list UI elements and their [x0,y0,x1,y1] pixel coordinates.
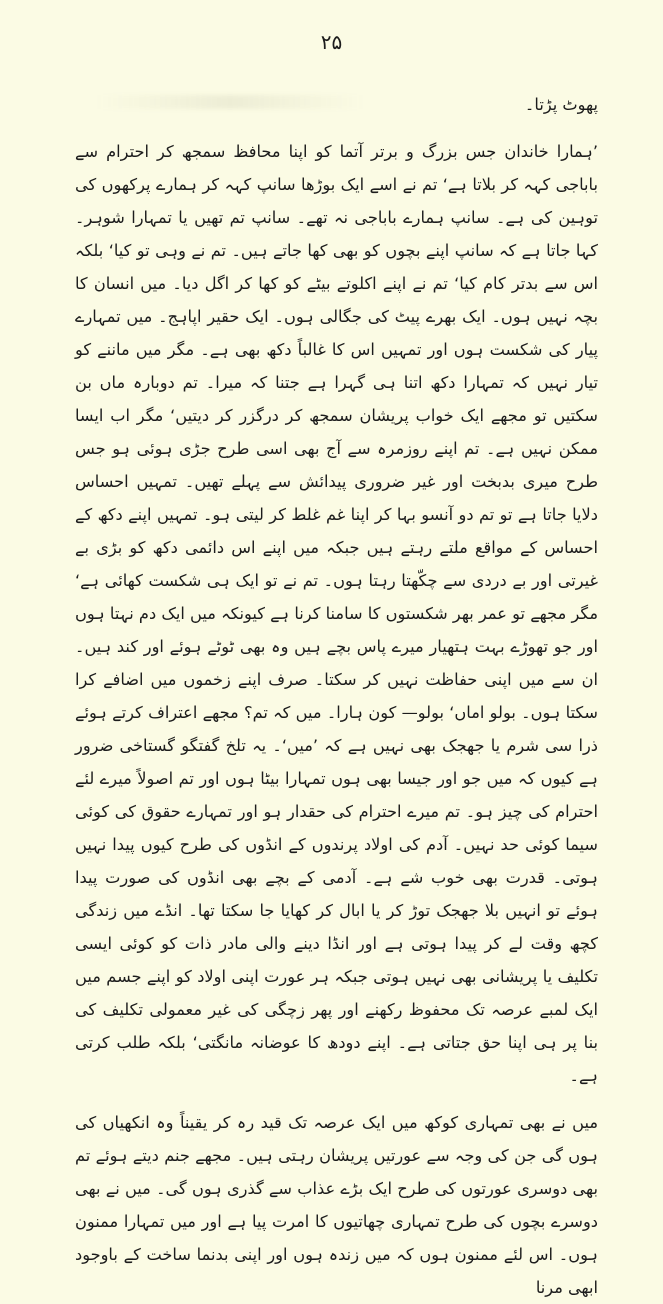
paragraph-closing: میں نے بھی تمہاری کوکھ میں ایک عرصہ تک قید رہ کر یقیناً وہ انکھیاں کی ہوں گی جن کی وجہ سے عورتیں پریشان رہتی ہیں۔ مجھے جنم دیتے ہوئے تم بھی دوسری عورتوں کی طرح ایک بڑے عذاب سے گذری ہوں گی۔ میں نے بھی دوسرے بچوں کی طرح تمہاری چھاتیوں کا امرت پیا ہے اور میں تمہارا ممنون ہوں۔ اس لئے ممنون ہوں کہ میں زندہ ہوں اور اپنی بدنما ساخت کے باوجود ابھی مرنا [75,1113,598,1297]
page-body [75,88,598,1304]
page-number: ۲۵ [320,30,343,54]
paragraph-main: ’ہمارا خاندان جس بزرگ و برتر آتما کو اپنا محافظ سمجھ کر احترام سے باباجی کہہ کر بلاتا ہے‘ تم نے اسے ایک بوڑھا سانپ کہہ کر ہمارے پرکھوں کی توہین کی ہے۔ سانپ ہمارے باباجی نہ تھے۔ سانپ تم تھیں یا تمہارا شوہر۔ کہا جاتا ہے کہ سانپ اپنے بچوں کو بھی کھا جاتے ہیں۔ تم نے وہی تو کیا‘ بلکہ اس سے بدتر کام کیا‘ تم نے اپنے اکلوتے بیٹے کو کھا کر اگل دیا۔ میں انسان کا بچہ نہیں ہوں۔ ایک بھرے پیٹ کی جگالی ہوں۔ ایک حقیر اپاہج۔ میں تمہارے پیار کی شکست ہوں اور تمہیں اس کا غالباً دکھ بھی ہے۔ مگر میں ماننے کو تیار نہیں کہ تمہارا دکھ اتنا ہی گہرا ہے جتنا کہ میرا۔ تم دوبارہ ماں بن سکتیں تو مجھے ایک خواب پریشان سمجھ کر درگزر کر دیتیں‘ مگر اب ایسا ممکن نہیں ہے۔ تم اپنے روزمرہ سے آج بھی اسی طرح جڑی ہوئی ہو جس طرح میری بدبخت اور غیر ضروری پیدائش سے پہلے تھیں۔ تمہیں احساس دلایا جاتا ہے تو تم دو آنسو بہا کر اپنا غم غلط کر لیتی ہو۔ تمہیں اپنے دکھ کے احساس کے مواقع ملتے رہتے ہیں جبکہ میں اپنے اس دائمی دکھ کو بڑی بے غیرتی اور بے دردی سے چکّھتا رہتا ہوں۔ تم نے تو ایک ہی شکست کھائی ہے‘ مگر مجھے تو عمر بھر شکستوں کا سامنا کرنا ہے کیونکہ میں ایک دم نہتا ہوں اور جو تھوڑے بہت ہتھیار میرے پاس بچے ہیں وہ بھی ٹوٹے ہوئے اور کند ہیں۔ ان سے میں اپنی حفاظت نہیں کر سکتا۔ صرف اپنے زخموں میں اضافے کرا سکتا ہوں۔ بولو اماں‘ بولو— کون ہارا۔ میں کہ تم؟ مجھے اعتراف کرتے ہوئے ذرا سی شرم یا جھجک بھی نہیں ہے کہ ’میں‘۔ یہ تلخ گفتگو گستاخی ضرور ہے کیوں کہ میں جو اور جیسا بھی ہوں تمہارا بیٹا ہوں اور تم اصولاً میرے لئے احترام کی چیز ہو۔ تم میرے احترام کی حقدار ہو اور تمہارے حقوق کی کوئی سیما کوئی حد نہیں۔ آدم کی اولاد پرندوں کے انڈوں کی طرح کیوں پیدا نہیں ہوتی۔ قدرت بھی خوب شے ہے۔ آدمی کے بچے بھی انڈوں کی صورت پیدا ہوئے تو انہیں بلا جھجک توڑ کر یا ابال کر کھایا جا سکتا تھا۔ انڈے میں زندگی کچھ وقت لے کر پیدا ہوتی ہے اور انڈا دینے والی مادر ذات کو کوئی ایسی تکلیف یا پریشانی بھی نہیں ہوتی جبکہ ہر عورت اپنی اولاد کو اپنے جسم میں ایک لمبے عرصہ تک محفوظ رکھنے اور پھر زچگی کی غیر معمولی تکلیف کی بنا پر ہی اپنا حق جتاتی ہے۔ اپنے دودھ کا عوضانہ مانگتی‘ بلکہ طلب کرتی ہے۔ [75,142,598,1085]
paragraph-opening: پھوٹ پڑتا۔ [524,95,598,114]
